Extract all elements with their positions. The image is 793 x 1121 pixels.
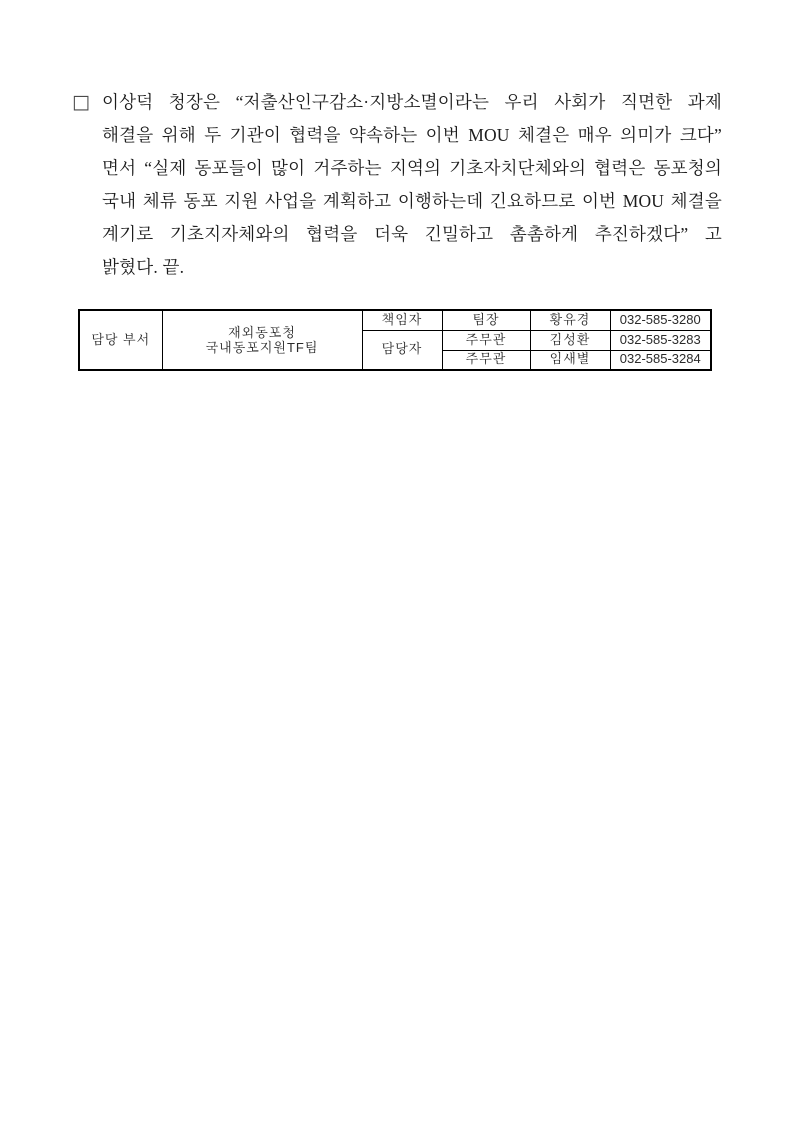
paragraph-line-5: 계기로 기초지자체와의 협력을 더욱 긴밀하고 촘촘하게 추진하겠다” 고	[102, 224, 722, 244]
position-cell: 주무관	[442, 330, 530, 350]
team-name-line-1: 재외동포청	[228, 325, 296, 340]
phone-cell: 032-585-3280	[610, 310, 711, 330]
role-cell: 담당자	[362, 330, 442, 370]
press-statement-paragraph	[72, 86, 722, 284]
team-name-cell	[162, 310, 362, 370]
paragraph-line-4: 국내 체류 동포 지원 사업을 계획하고 이행하는데 긴요하므로 이번 MOU 체결을	[102, 191, 722, 211]
contact-info-table	[78, 309, 712, 371]
paragraph-line-1: 이상덕 청장은 “저출산인구감소·지방소멸이라는 우리 사회가 직면한 과제	[102, 92, 722, 112]
paragraph-line-2: 해결을 위해 두 기관이 협력을 약속하는 이번 MOU 체결은 매우 의미가 크다”	[102, 125, 722, 145]
position-cell: 주무관	[442, 350, 530, 370]
paragraph-line-6: 밝혔다. 끝.	[102, 257, 185, 277]
paragraph-line-3: 면서 “실제 동포들이 많이 거주하는 지역의 기초자치단체와의 협력은 동포청의	[102, 158, 722, 178]
team-name-line-2: 국내동포지원TF팀	[205, 340, 319, 355]
square-bullet-icon: □	[72, 91, 90, 113]
name-cell: 김성환	[530, 330, 610, 350]
phone-cell: 032-585-3284	[610, 350, 711, 370]
name-cell: 황유경	[530, 310, 610, 330]
dept-label-cell: 담당 부서	[79, 310, 162, 370]
paragraph-text-block	[102, 86, 722, 284]
name-cell: 임새별	[530, 350, 610, 370]
phone-cell: 032-585-3283	[610, 330, 711, 350]
position-cell: 팀장	[442, 310, 530, 330]
table-row	[79, 310, 711, 330]
role-cell: 책임자	[362, 310, 442, 330]
